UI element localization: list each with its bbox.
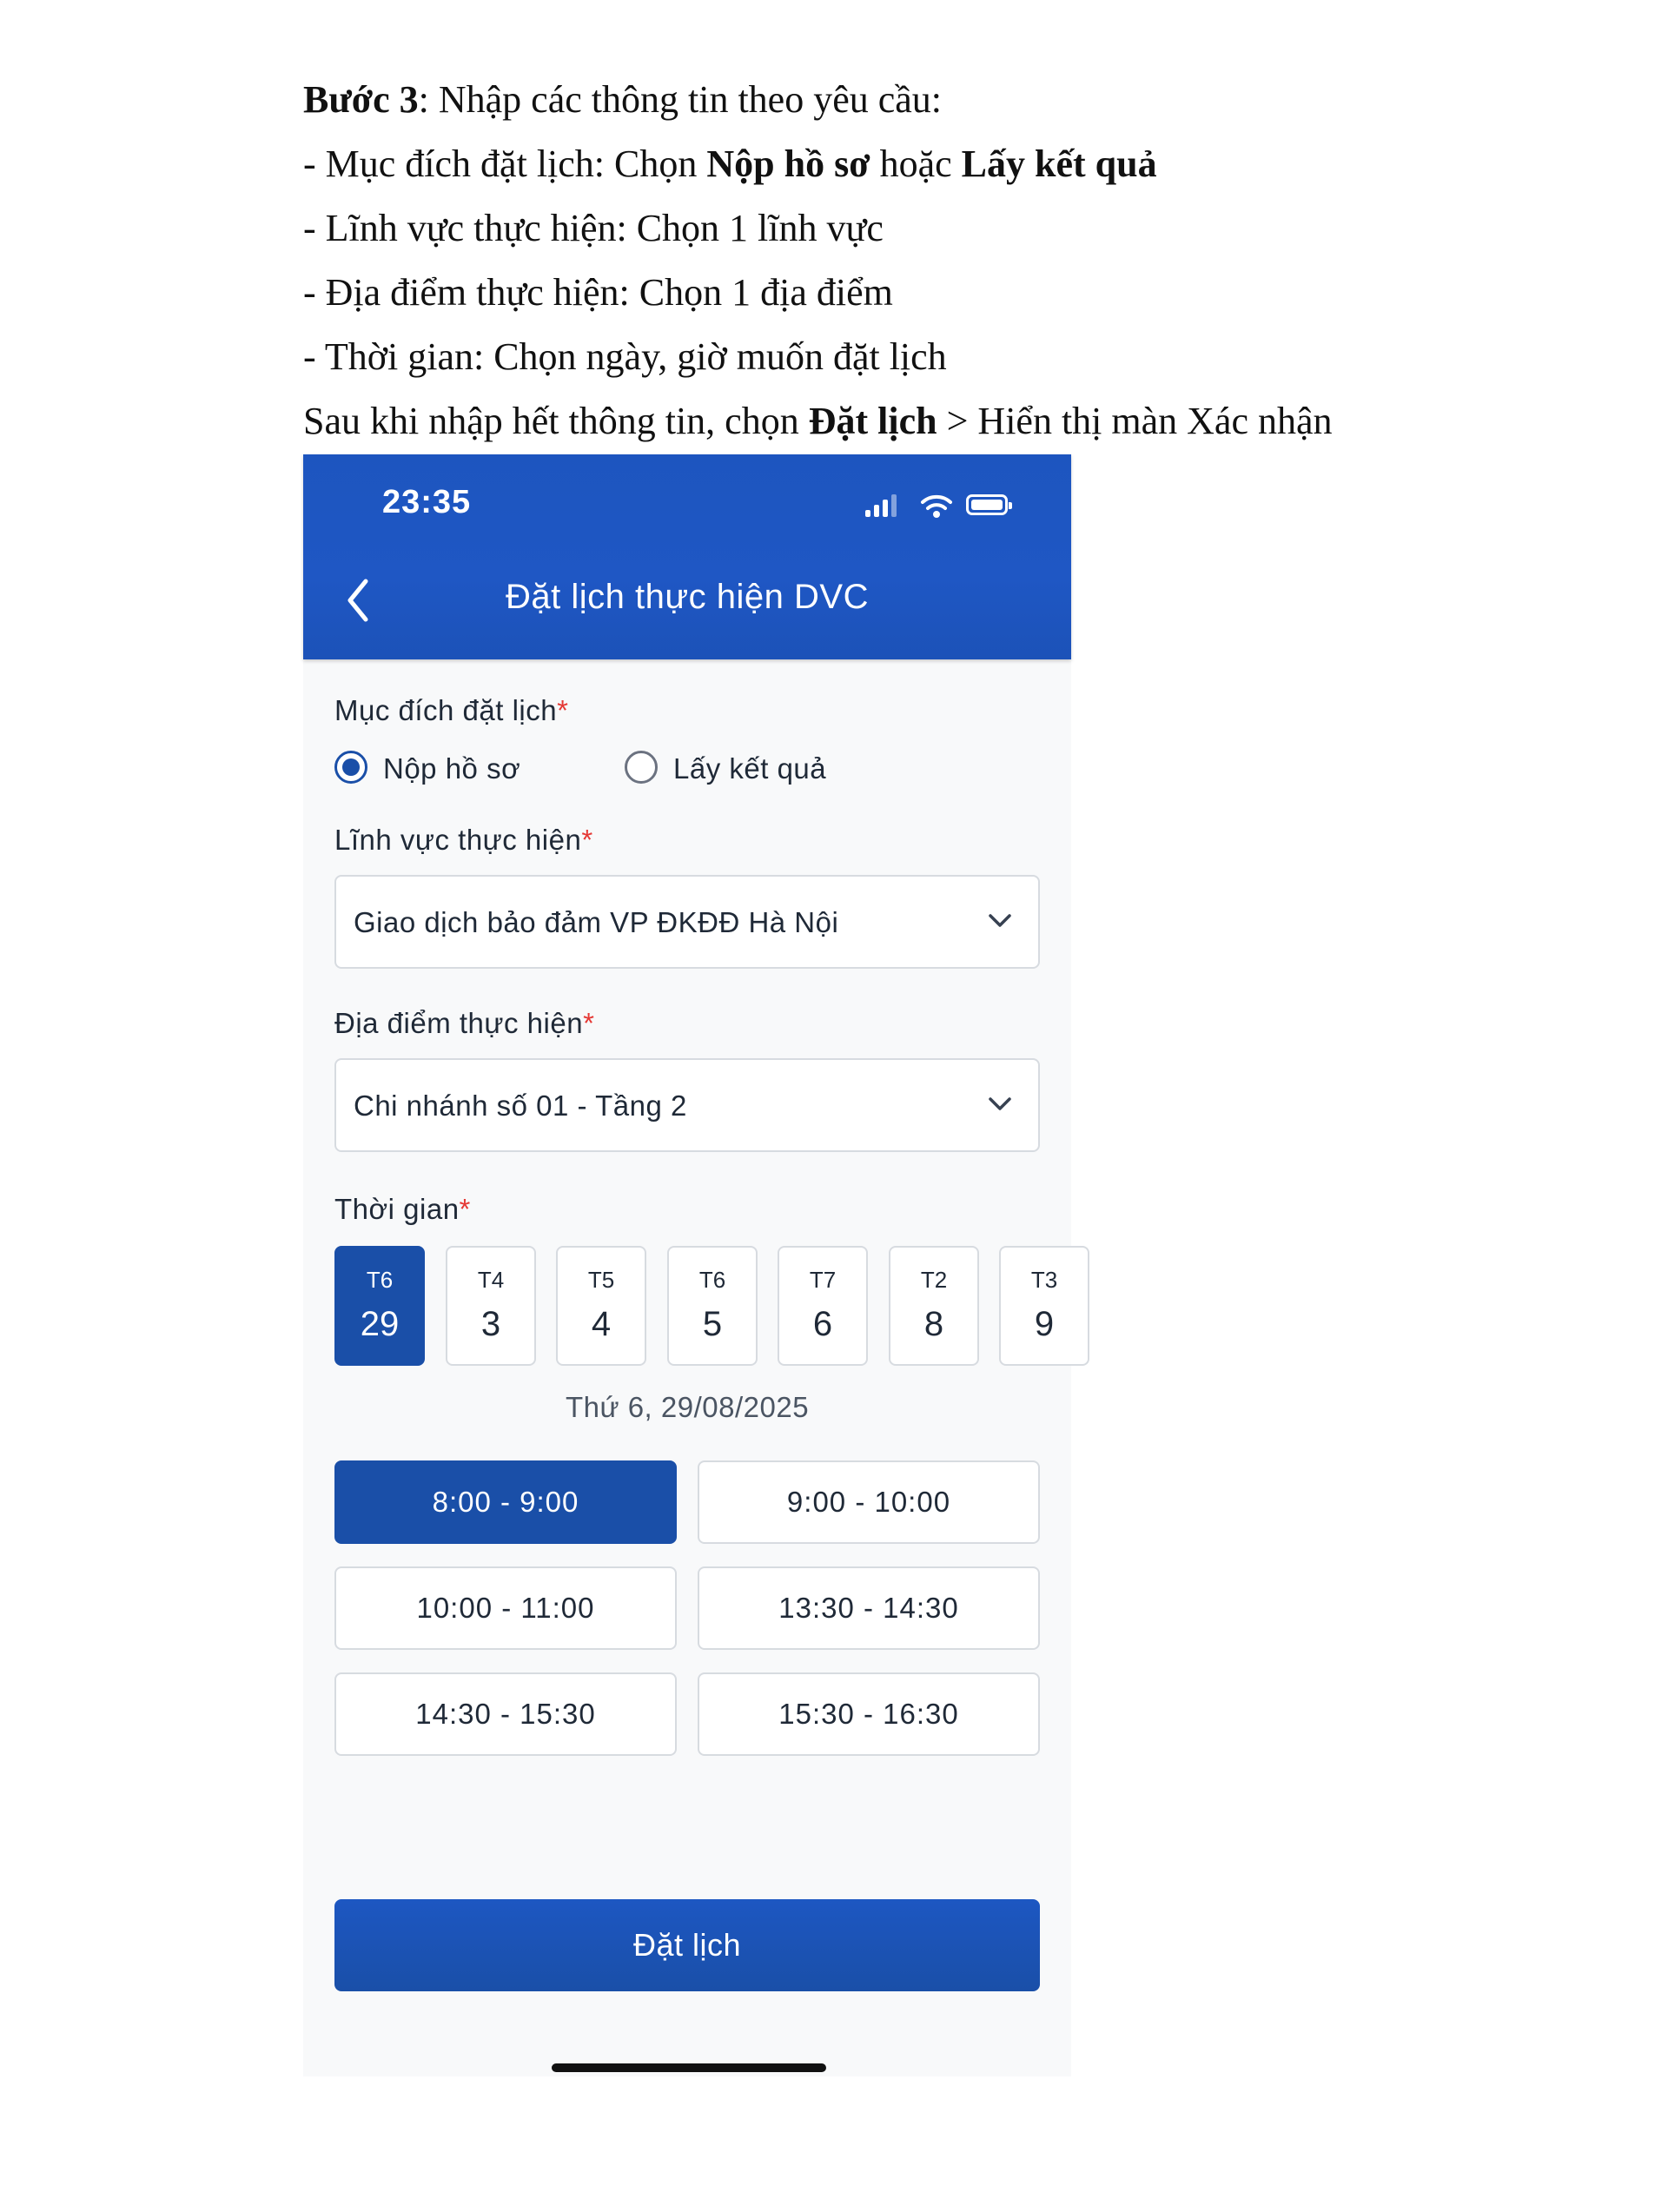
radio-nop-ho-so[interactable]: Nộp hồ sơ	[334, 747, 491, 791]
date-option[interactable]: T3 9	[999, 1246, 1089, 1366]
location-select-value: Chi nhánh số 01 - Tầng 2	[354, 1089, 687, 1122]
field-label: Lĩnh vực thực hiện*	[334, 824, 593, 856]
time-slot[interactable]: 8:00 - 9:00	[334, 1460, 677, 1544]
chevron-down-icon	[988, 911, 1012, 930]
date-option[interactable]: T2 8	[889, 1246, 979, 1366]
date-option[interactable]: T5 4	[556, 1246, 646, 1366]
location-label: Địa điểm thực hiện*	[334, 1007, 595, 1039]
time-label: Thời gian*	[334, 1193, 471, 1225]
instruction-line-6: Sau khi nhập hết thông tin, chọn Đặt lịch > Hiển thị màn Xác nhận	[303, 400, 1333, 442]
time-slot[interactable]: 13:30 - 14:30	[698, 1566, 1040, 1650]
field-select-value: Giao dịch bảo đảm VP ĐKĐĐ Hà Nội	[354, 906, 839, 938]
radio-selected-icon	[334, 751, 367, 784]
time-slot[interactable]: 9:00 - 10:00	[698, 1460, 1040, 1544]
chevron-down-icon	[988, 1095, 1012, 1114]
instruction-line-3: - Lĩnh vực thực hiện: Chọn 1 lĩnh vực	[303, 207, 884, 249]
phone-screen	[303, 454, 1071, 2076]
date-option[interactable]: T7 6	[778, 1246, 868, 1366]
radio-lay-ket-qua[interactable]: Lấy kết quả	[625, 747, 851, 791]
instruction-text	[303, 68, 1606, 454]
date-picker	[334, 1246, 1058, 1368]
instruction-line-5: - Thời gian: Chọn ngày, giờ muốn đặt lịch	[303, 335, 947, 378]
field-select[interactable]	[334, 875, 1040, 969]
status-time: 23:35	[382, 484, 472, 520]
status-icons	[864, 491, 1020, 522]
instruction-line-1: Bước 3: Nhập các thông tin theo yêu cầu:	[303, 78, 943, 121]
wifi-icon	[919, 491, 954, 522]
instruction-line-2: - Mục đích đặt lịch: Chọn Nộp hồ sơ hoặc Lấy kết quả	[303, 142, 1157, 185]
date-option[interactable]: T6 29	[334, 1246, 425, 1366]
time-slot[interactable]: 14:30 - 15:30	[334, 1672, 677, 1756]
instruction-line-4: - Địa điểm thực hiện: Chọn 1 địa điểm	[303, 271, 893, 314]
radio-unselected-icon	[625, 751, 658, 784]
page-title: Đặt lịch thực hiện DVC	[506, 578, 869, 616]
location-select[interactable]	[334, 1058, 1040, 1152]
time-slot[interactable]: 15:30 - 16:30	[698, 1672, 1040, 1756]
date-option[interactable]: T4 3	[446, 1246, 536, 1366]
book-button[interactable]: Đặt lịch	[334, 1899, 1040, 1991]
date-option[interactable]: T6 5	[667, 1246, 758, 1366]
selected-date-text: Thứ 6, 29/08/2025	[565, 1391, 810, 1423]
home-indicator[interactable]	[552, 2063, 826, 2072]
battery-icon	[966, 494, 1008, 515]
purpose-label: Mục đích đặt lịch*	[334, 694, 569, 726]
time-slot[interactable]: 10:00 - 11:00	[334, 1566, 677, 1650]
app-bar	[303, 454, 1071, 659]
